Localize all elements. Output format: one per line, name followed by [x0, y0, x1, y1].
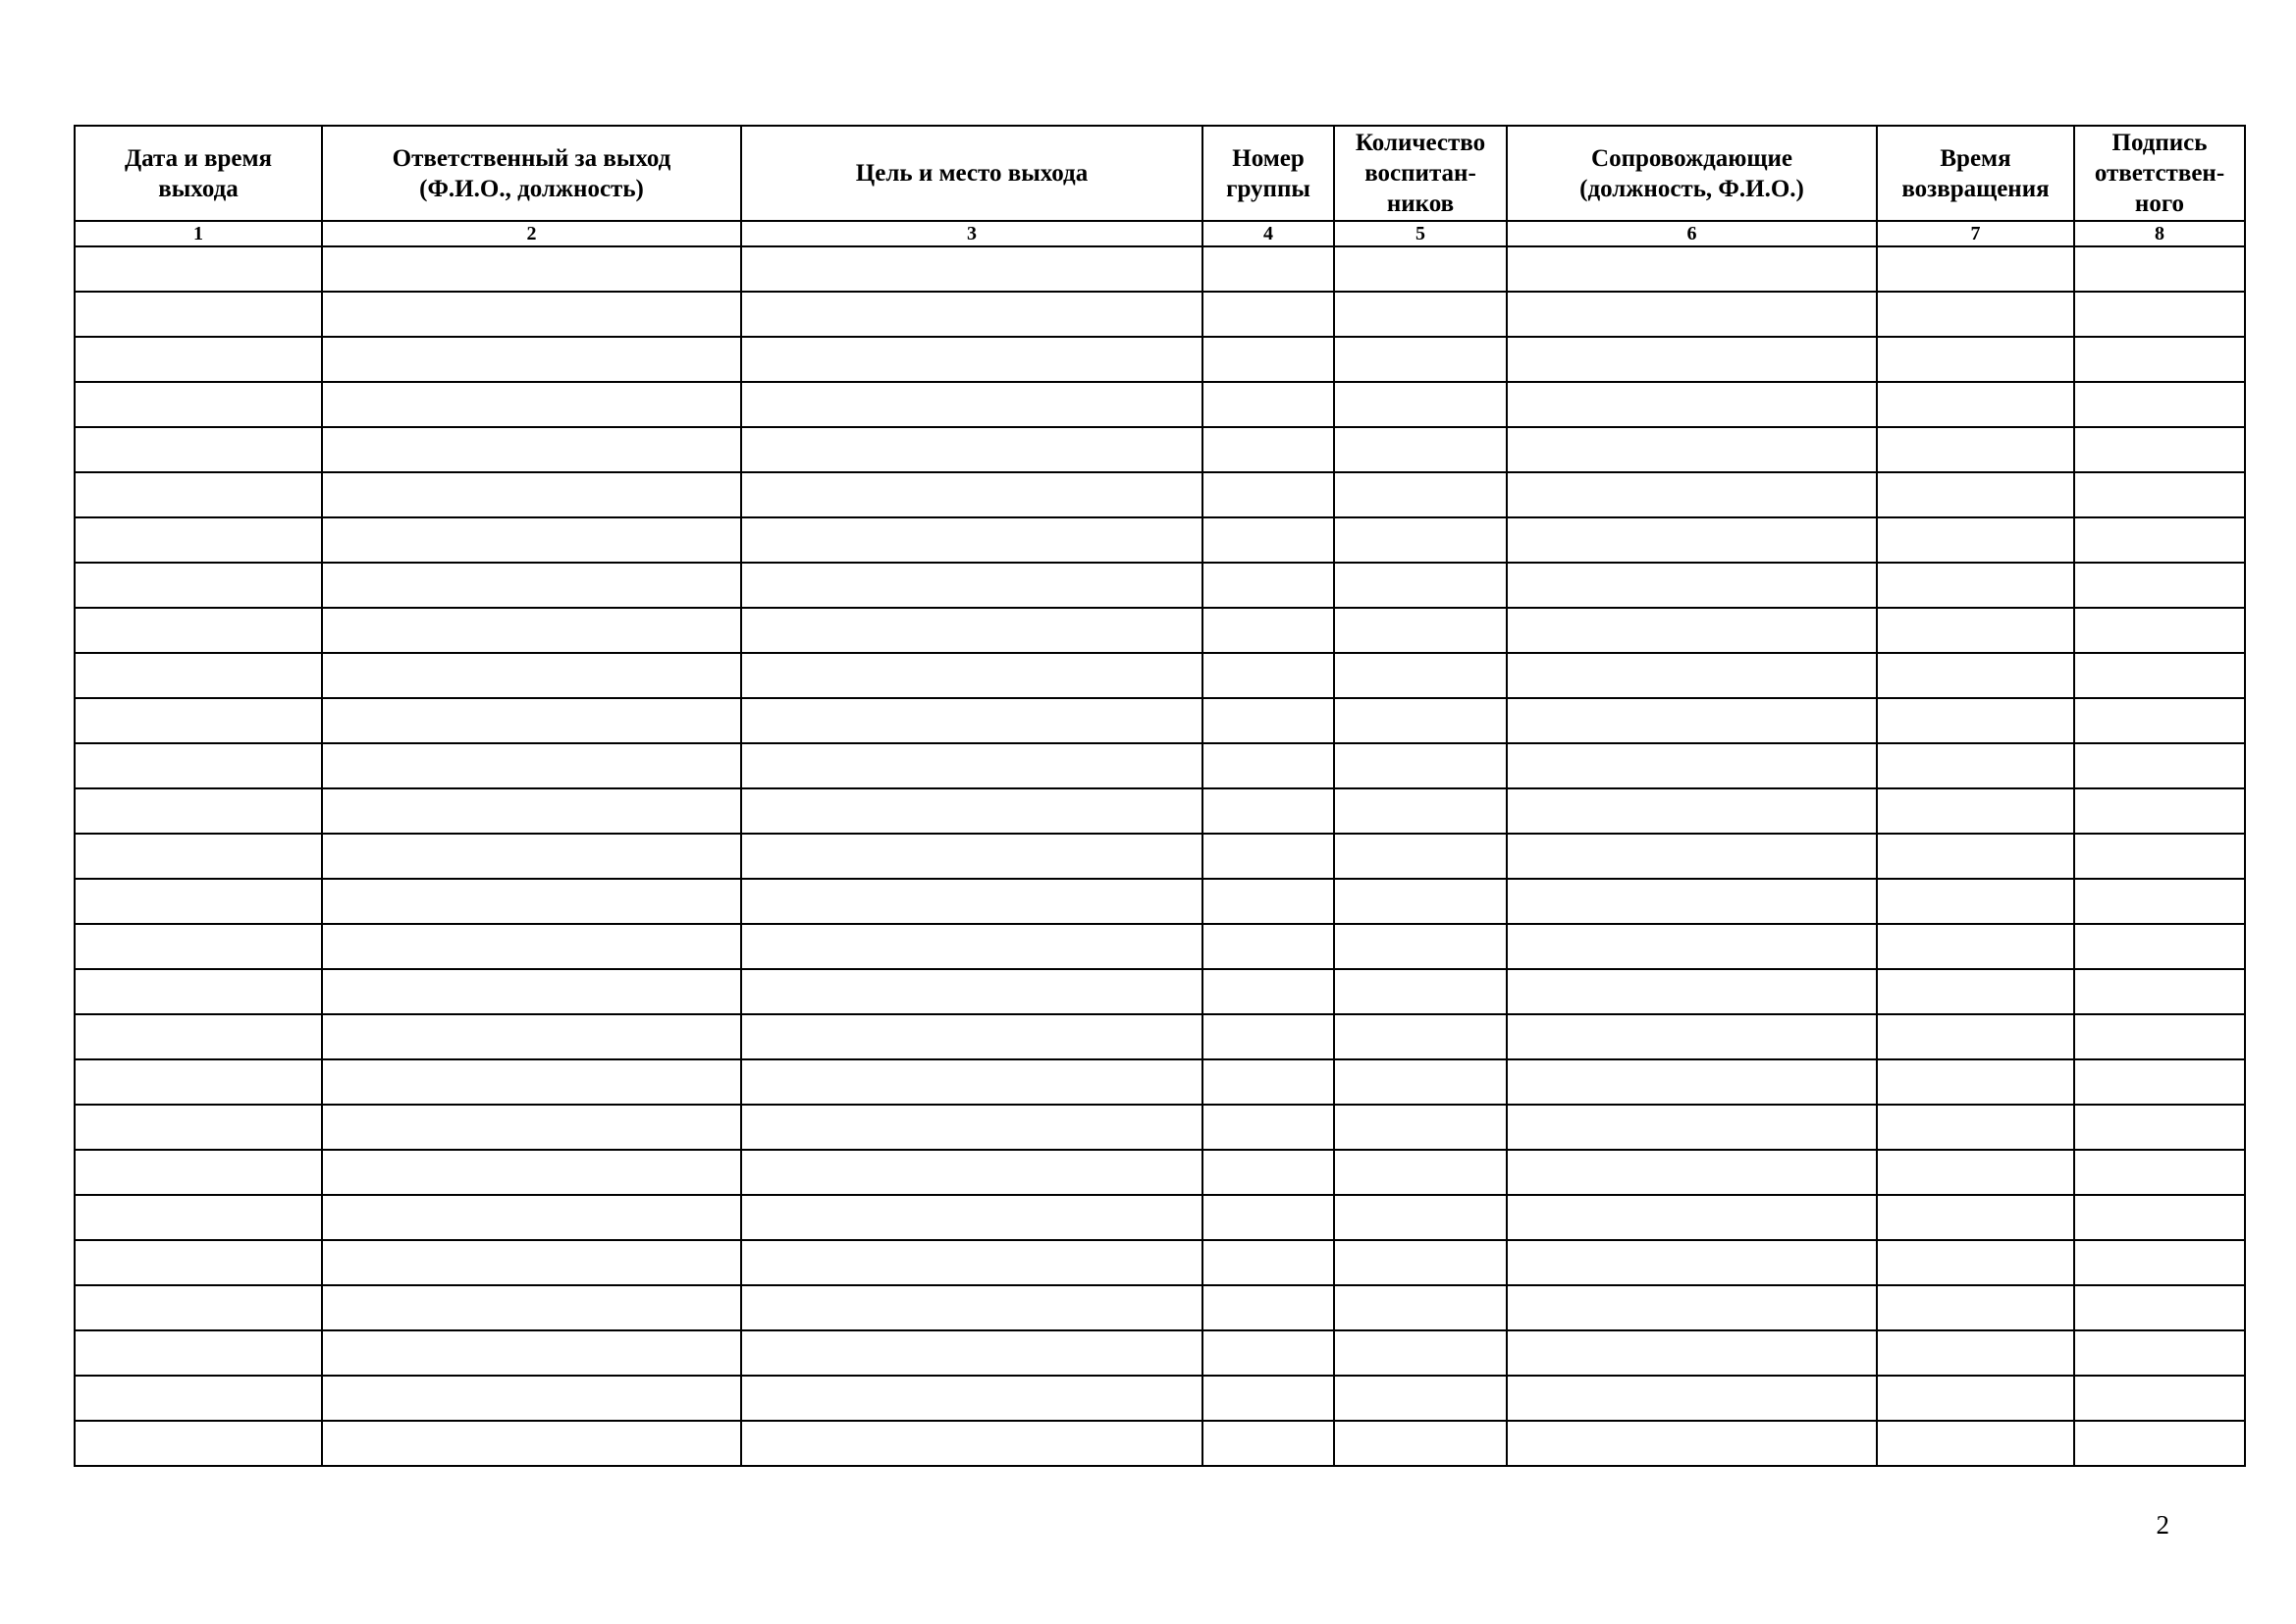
- table-cell[interactable]: [741, 788, 1202, 834]
- table-cell[interactable]: [1334, 698, 1507, 743]
- table-cell[interactable]: [741, 1014, 1202, 1059]
- table-cell[interactable]: [2074, 292, 2245, 337]
- table-cell[interactable]: [741, 517, 1202, 563]
- table-cell[interactable]: [1507, 1150, 1877, 1195]
- table-cell[interactable]: [1507, 246, 1877, 292]
- table-cell[interactable]: [75, 1376, 322, 1421]
- table-cell[interactable]: [2074, 1421, 2245, 1466]
- table-cell[interactable]: [1507, 1285, 1877, 1330]
- table-cell[interactable]: [2074, 834, 2245, 879]
- table-cell[interactable]: [322, 834, 741, 879]
- table-cell[interactable]: [2074, 1014, 2245, 1059]
- table-cell[interactable]: [75, 608, 322, 653]
- table-cell[interactable]: [322, 969, 741, 1014]
- table-cell[interactable]: [75, 834, 322, 879]
- table-cell[interactable]: [75, 1150, 322, 1195]
- table-cell[interactable]: [75, 924, 322, 969]
- table-cell[interactable]: [741, 1421, 1202, 1466]
- table-cell[interactable]: [75, 1421, 322, 1466]
- table-cell[interactable]: [1877, 1195, 2074, 1240]
- table-row: [75, 427, 2245, 472]
- column-number: 7: [1877, 221, 2074, 246]
- table-cell[interactable]: [1507, 337, 1877, 382]
- header-return-time: Время возвращения: [1877, 126, 2074, 221]
- table-cell[interactable]: [1334, 834, 1507, 879]
- table-cell[interactable]: [1202, 517, 1334, 563]
- table-cell[interactable]: [2074, 472, 2245, 517]
- header-escorts: Сопровождающие (должность, Ф.И.О.): [1507, 126, 1877, 221]
- table-cell[interactable]: [1202, 608, 1334, 653]
- table-row: [75, 879, 2245, 924]
- table-cell[interactable]: [1507, 292, 1877, 337]
- table-row: [75, 698, 2245, 743]
- table-cell[interactable]: [1202, 1059, 1334, 1105]
- table-cell[interactable]: [2074, 879, 2245, 924]
- table-cell[interactable]: [1507, 743, 1877, 788]
- table-cell[interactable]: [1877, 246, 2074, 292]
- table-cell[interactable]: [741, 382, 1202, 427]
- table-cell[interactable]: [1334, 1376, 1507, 1421]
- table-cell[interactable]: [322, 1014, 741, 1059]
- table-cell[interactable]: [1202, 382, 1334, 427]
- table-cell[interactable]: [75, 1195, 322, 1240]
- table-cell[interactable]: [1202, 924, 1334, 969]
- table-cell[interactable]: [2074, 382, 2245, 427]
- table-cell[interactable]: [322, 1059, 741, 1105]
- table-cell[interactable]: [741, 1105, 1202, 1150]
- table-cell[interactable]: [2074, 608, 2245, 653]
- table-cell[interactable]: [322, 246, 741, 292]
- table-cell[interactable]: [75, 246, 322, 292]
- table-cell[interactable]: [1877, 834, 2074, 879]
- header-signature: Подпись ответствен- ного: [2074, 126, 2245, 221]
- table-cell[interactable]: [1507, 1376, 1877, 1421]
- table-cell[interactable]: [1877, 1059, 2074, 1105]
- column-number: 6: [1507, 221, 1877, 246]
- table-cell[interactable]: [322, 653, 741, 698]
- table-cell[interactable]: [1877, 563, 2074, 608]
- table-cell[interactable]: [75, 382, 322, 427]
- table-cell[interactable]: [322, 427, 741, 472]
- table-cell[interactable]: [75, 427, 322, 472]
- table-cell[interactable]: [1877, 1285, 2074, 1330]
- table-cell[interactable]: [2074, 969, 2245, 1014]
- table-cell[interactable]: [741, 1195, 1202, 1240]
- table-cell[interactable]: [1507, 608, 1877, 653]
- table-cell[interactable]: [2074, 337, 2245, 382]
- table-cell[interactable]: [322, 517, 741, 563]
- table-cell[interactable]: [2074, 1285, 2245, 1330]
- table-cell[interactable]: [1507, 1195, 1877, 1240]
- table-cell[interactable]: [1877, 382, 2074, 427]
- table-cell[interactable]: [2074, 698, 2245, 743]
- table-cell[interactable]: [1334, 1105, 1507, 1150]
- table-cell[interactable]: [1877, 292, 2074, 337]
- column-number: 5: [1334, 221, 1507, 246]
- table-cell[interactable]: [1334, 472, 1507, 517]
- table-cell[interactable]: [1334, 608, 1507, 653]
- table-cell[interactable]: [75, 788, 322, 834]
- column-number: 4: [1202, 221, 1334, 246]
- table-cell[interactable]: [75, 1059, 322, 1105]
- table-row: [75, 1376, 2245, 1421]
- table-cell[interactable]: [75, 1105, 322, 1150]
- table-cell[interactable]: [1202, 1014, 1334, 1059]
- table-cell[interactable]: [1877, 1421, 2074, 1466]
- table-cell[interactable]: [1507, 427, 1877, 472]
- table-cell[interactable]: [1202, 879, 1334, 924]
- table-cell[interactable]: [322, 788, 741, 834]
- table-cell[interactable]: [741, 879, 1202, 924]
- table-row: [75, 1240, 2245, 1285]
- table-cell[interactable]: [1877, 1150, 2074, 1195]
- table-cell[interactable]: [741, 1376, 1202, 1421]
- table-cell[interactable]: [741, 337, 1202, 382]
- table-cell[interactable]: [75, 879, 322, 924]
- table-row: [75, 608, 2245, 653]
- table-cell[interactable]: [2074, 1330, 2245, 1376]
- column-number-row: [75, 221, 2245, 246]
- table-cell[interactable]: [741, 924, 1202, 969]
- table-cell[interactable]: [1334, 788, 1507, 834]
- table-cell[interactable]: [1507, 1330, 1877, 1376]
- table-cell[interactable]: [75, 1330, 322, 1376]
- table-cell[interactable]: [1334, 879, 1507, 924]
- table-cell[interactable]: [1334, 1014, 1507, 1059]
- table-cell[interactable]: [322, 608, 741, 653]
- table-row: [75, 1421, 2245, 1466]
- table-cell[interactable]: [322, 1150, 741, 1195]
- table-cell[interactable]: [1202, 1421, 1334, 1466]
- table-cell[interactable]: [741, 698, 1202, 743]
- table-cell[interactable]: [1202, 472, 1334, 517]
- table-cell[interactable]: [322, 1285, 741, 1330]
- column-number: 8: [2074, 221, 2245, 246]
- table-cell[interactable]: [1202, 1376, 1334, 1421]
- table-cell[interactable]: [1202, 1240, 1334, 1285]
- table-cell[interactable]: [1507, 1014, 1877, 1059]
- table-cell[interactable]: [75, 698, 322, 743]
- table-cell[interactable]: [1202, 788, 1334, 834]
- table-cell[interactable]: [75, 292, 322, 337]
- table-cell[interactable]: [1202, 698, 1334, 743]
- table-cell[interactable]: [2074, 788, 2245, 834]
- page-number: 2: [2156, 1510, 2169, 1540]
- table-cell[interactable]: [322, 563, 741, 608]
- table-cell[interactable]: [1877, 427, 2074, 472]
- table-cell[interactable]: [1334, 246, 1507, 292]
- table-cell[interactable]: [1877, 698, 2074, 743]
- table-cell[interactable]: [1202, 1330, 1334, 1376]
- table-cell[interactable]: [1877, 788, 2074, 834]
- table-cell[interactable]: [1334, 337, 1507, 382]
- table-cell[interactable]: [2074, 653, 2245, 698]
- table-cell[interactable]: [322, 1105, 741, 1150]
- table-cell[interactable]: [322, 879, 741, 924]
- table-cell[interactable]: [741, 1240, 1202, 1285]
- table-row: [75, 563, 2245, 608]
- table-cell[interactable]: [1507, 1421, 1877, 1466]
- table-cell[interactable]: [75, 517, 322, 563]
- table-cell[interactable]: [2074, 1105, 2245, 1150]
- header-row: [75, 126, 2245, 221]
- table-cell[interactable]: [2074, 743, 2245, 788]
- table-cell[interactable]: [1507, 1240, 1877, 1285]
- table-cell[interactable]: [2074, 1059, 2245, 1105]
- table-row: [75, 1059, 2245, 1105]
- table-cell[interactable]: [75, 563, 322, 608]
- table-cell[interactable]: [1877, 337, 2074, 382]
- table-cell[interactable]: [1877, 879, 2074, 924]
- table-cell[interactable]: [322, 743, 741, 788]
- table-row: [75, 382, 2245, 427]
- header-pupil-count: Количество воспитан- ников: [1334, 126, 1507, 221]
- table-cell[interactable]: [1507, 698, 1877, 743]
- table-cell[interactable]: [2074, 1150, 2245, 1195]
- table-cell[interactable]: [1507, 924, 1877, 969]
- table-cell[interactable]: [1334, 653, 1507, 698]
- table-cell[interactable]: [1507, 879, 1877, 924]
- table-row: [75, 834, 2245, 879]
- table-cell[interactable]: [1877, 517, 2074, 563]
- exit-log-table: [74, 125, 2246, 1467]
- table-cell[interactable]: [1334, 1421, 1507, 1466]
- table-cell[interactable]: [1507, 472, 1877, 517]
- table-cell[interactable]: [1334, 1285, 1507, 1330]
- table-cell[interactable]: [741, 563, 1202, 608]
- table-row: [75, 1330, 2245, 1376]
- table-cell[interactable]: [1202, 1150, 1334, 1195]
- table-cell[interactable]: [1877, 1014, 2074, 1059]
- column-number: 2: [322, 221, 741, 246]
- table-cell[interactable]: [741, 834, 1202, 879]
- table-cell[interactable]: [741, 743, 1202, 788]
- table-row: [75, 653, 2245, 698]
- table-cell[interactable]: [322, 1376, 741, 1421]
- table-cell[interactable]: [75, 969, 322, 1014]
- table-cell[interactable]: [741, 1330, 1202, 1376]
- table-cell[interactable]: [1334, 1330, 1507, 1376]
- table-cell[interactable]: [1507, 788, 1877, 834]
- table-cell[interactable]: [1202, 427, 1334, 472]
- table-cell[interactable]: [322, 292, 741, 337]
- table-cell[interactable]: [75, 743, 322, 788]
- table-cell[interactable]: [1507, 382, 1877, 427]
- table-cell[interactable]: [1334, 1150, 1507, 1195]
- table-cell[interactable]: [1877, 472, 2074, 517]
- column-number: 1: [75, 221, 322, 246]
- header-purpose-place: Цель и место выхода: [741, 126, 1202, 221]
- table-row: [75, 743, 2245, 788]
- table-cell[interactable]: [1507, 834, 1877, 879]
- table-cell[interactable]: [1334, 292, 1507, 337]
- table-cell[interactable]: [1507, 969, 1877, 1014]
- table-cell[interactable]: [1334, 1059, 1507, 1105]
- table-cell[interactable]: [1202, 653, 1334, 698]
- header-date-time: Дата и время выхода: [75, 126, 322, 221]
- table-cell[interactable]: [1334, 743, 1507, 788]
- table-cell[interactable]: [1202, 337, 1334, 382]
- table-cell[interactable]: [322, 1240, 741, 1285]
- table-cell[interactable]: [1334, 1195, 1507, 1240]
- table-cell[interactable]: [1202, 292, 1334, 337]
- table-cell[interactable]: [1877, 608, 2074, 653]
- table-cell[interactable]: [75, 472, 322, 517]
- table-cell[interactable]: [1202, 969, 1334, 1014]
- table-row: [75, 788, 2245, 834]
- table-cell[interactable]: [741, 246, 1202, 292]
- table-cell[interactable]: [1202, 1195, 1334, 1240]
- table-cell[interactable]: [1334, 1240, 1507, 1285]
- table-cell[interactable]: [2074, 1240, 2245, 1285]
- table-cell[interactable]: [322, 337, 741, 382]
- table-cell[interactable]: [75, 337, 322, 382]
- log-body: [75, 246, 2245, 1466]
- table-cell[interactable]: [2074, 427, 2245, 472]
- table-cell[interactable]: [75, 1240, 322, 1285]
- table-cell[interactable]: [75, 1285, 322, 1330]
- table-cell[interactable]: [1202, 834, 1334, 879]
- table-cell[interactable]: [1202, 563, 1334, 608]
- table-cell[interactable]: [1334, 382, 1507, 427]
- table-row: [75, 969, 2245, 1014]
- table-cell[interactable]: [1877, 743, 2074, 788]
- table-row: [75, 1014, 2245, 1059]
- table-row: [75, 472, 2245, 517]
- table-cell[interactable]: [1334, 969, 1507, 1014]
- table-cell[interactable]: [1334, 924, 1507, 969]
- table-row: [75, 924, 2245, 969]
- table-cell[interactable]: [1334, 517, 1507, 563]
- table-cell[interactable]: [322, 1421, 741, 1466]
- table-cell[interactable]: [741, 427, 1202, 472]
- table-cell[interactable]: [322, 472, 741, 517]
- table-row: [75, 1150, 2245, 1195]
- header-group-number: Номер группы: [1202, 126, 1334, 221]
- table-cell[interactable]: [1507, 1059, 1877, 1105]
- table-row: [75, 337, 2245, 382]
- table-cell[interactable]: [2074, 924, 2245, 969]
- table-cell[interactable]: [2074, 246, 2245, 292]
- table-cell[interactable]: [741, 608, 1202, 653]
- table-cell[interactable]: [75, 653, 322, 698]
- table-cell[interactable]: [1877, 1240, 2074, 1285]
- header-responsible: Ответственный за выход (Ф.И.О., должность): [322, 126, 741, 221]
- table-cell[interactable]: [2074, 563, 2245, 608]
- table-cell[interactable]: [2074, 1376, 2245, 1421]
- table-cell[interactable]: [741, 1150, 1202, 1195]
- table-cell[interactable]: [322, 924, 741, 969]
- table-cell[interactable]: [1202, 246, 1334, 292]
- table-cell[interactable]: [75, 1014, 322, 1059]
- table-cell[interactable]: [322, 1195, 741, 1240]
- table-cell[interactable]: [741, 292, 1202, 337]
- table-cell[interactable]: [1877, 653, 2074, 698]
- table-cell[interactable]: [1507, 563, 1877, 608]
- table-cell[interactable]: [1202, 1285, 1334, 1330]
- column-number: 3: [741, 221, 1202, 246]
- table-cell[interactable]: [1334, 427, 1507, 472]
- table-cell[interactable]: [741, 969, 1202, 1014]
- table-row: [75, 1285, 2245, 1330]
- table-cell[interactable]: [1877, 924, 2074, 969]
- table-cell[interactable]: [1507, 517, 1877, 563]
- table-row: [75, 1195, 2245, 1240]
- table-cell[interactable]: [322, 1330, 741, 1376]
- table-row: [75, 517, 2245, 563]
- table-cell[interactable]: [2074, 1195, 2245, 1240]
- table-cell[interactable]: [741, 1059, 1202, 1105]
- table-row: [75, 246, 2245, 292]
- table-cell[interactable]: [322, 698, 741, 743]
- table-cell[interactable]: [1202, 1105, 1334, 1150]
- table-cell[interactable]: [1877, 1330, 2074, 1376]
- table-cell[interactable]: [1507, 653, 1877, 698]
- table-row: [75, 1105, 2245, 1150]
- table-cell[interactable]: [322, 382, 741, 427]
- table-cell[interactable]: [1334, 563, 1507, 608]
- table-row: [75, 292, 2245, 337]
- table-cell[interactable]: [741, 653, 1202, 698]
- table-cell[interactable]: [1877, 969, 2074, 1014]
- table-cell[interactable]: [1202, 743, 1334, 788]
- table-cell[interactable]: [1877, 1105, 2074, 1150]
- table-cell[interactable]: [741, 1285, 1202, 1330]
- table-cell[interactable]: [1877, 1376, 2074, 1421]
- table-cell[interactable]: [741, 472, 1202, 517]
- table-cell[interactable]: [1507, 1105, 1877, 1150]
- table-cell[interactable]: [2074, 517, 2245, 563]
